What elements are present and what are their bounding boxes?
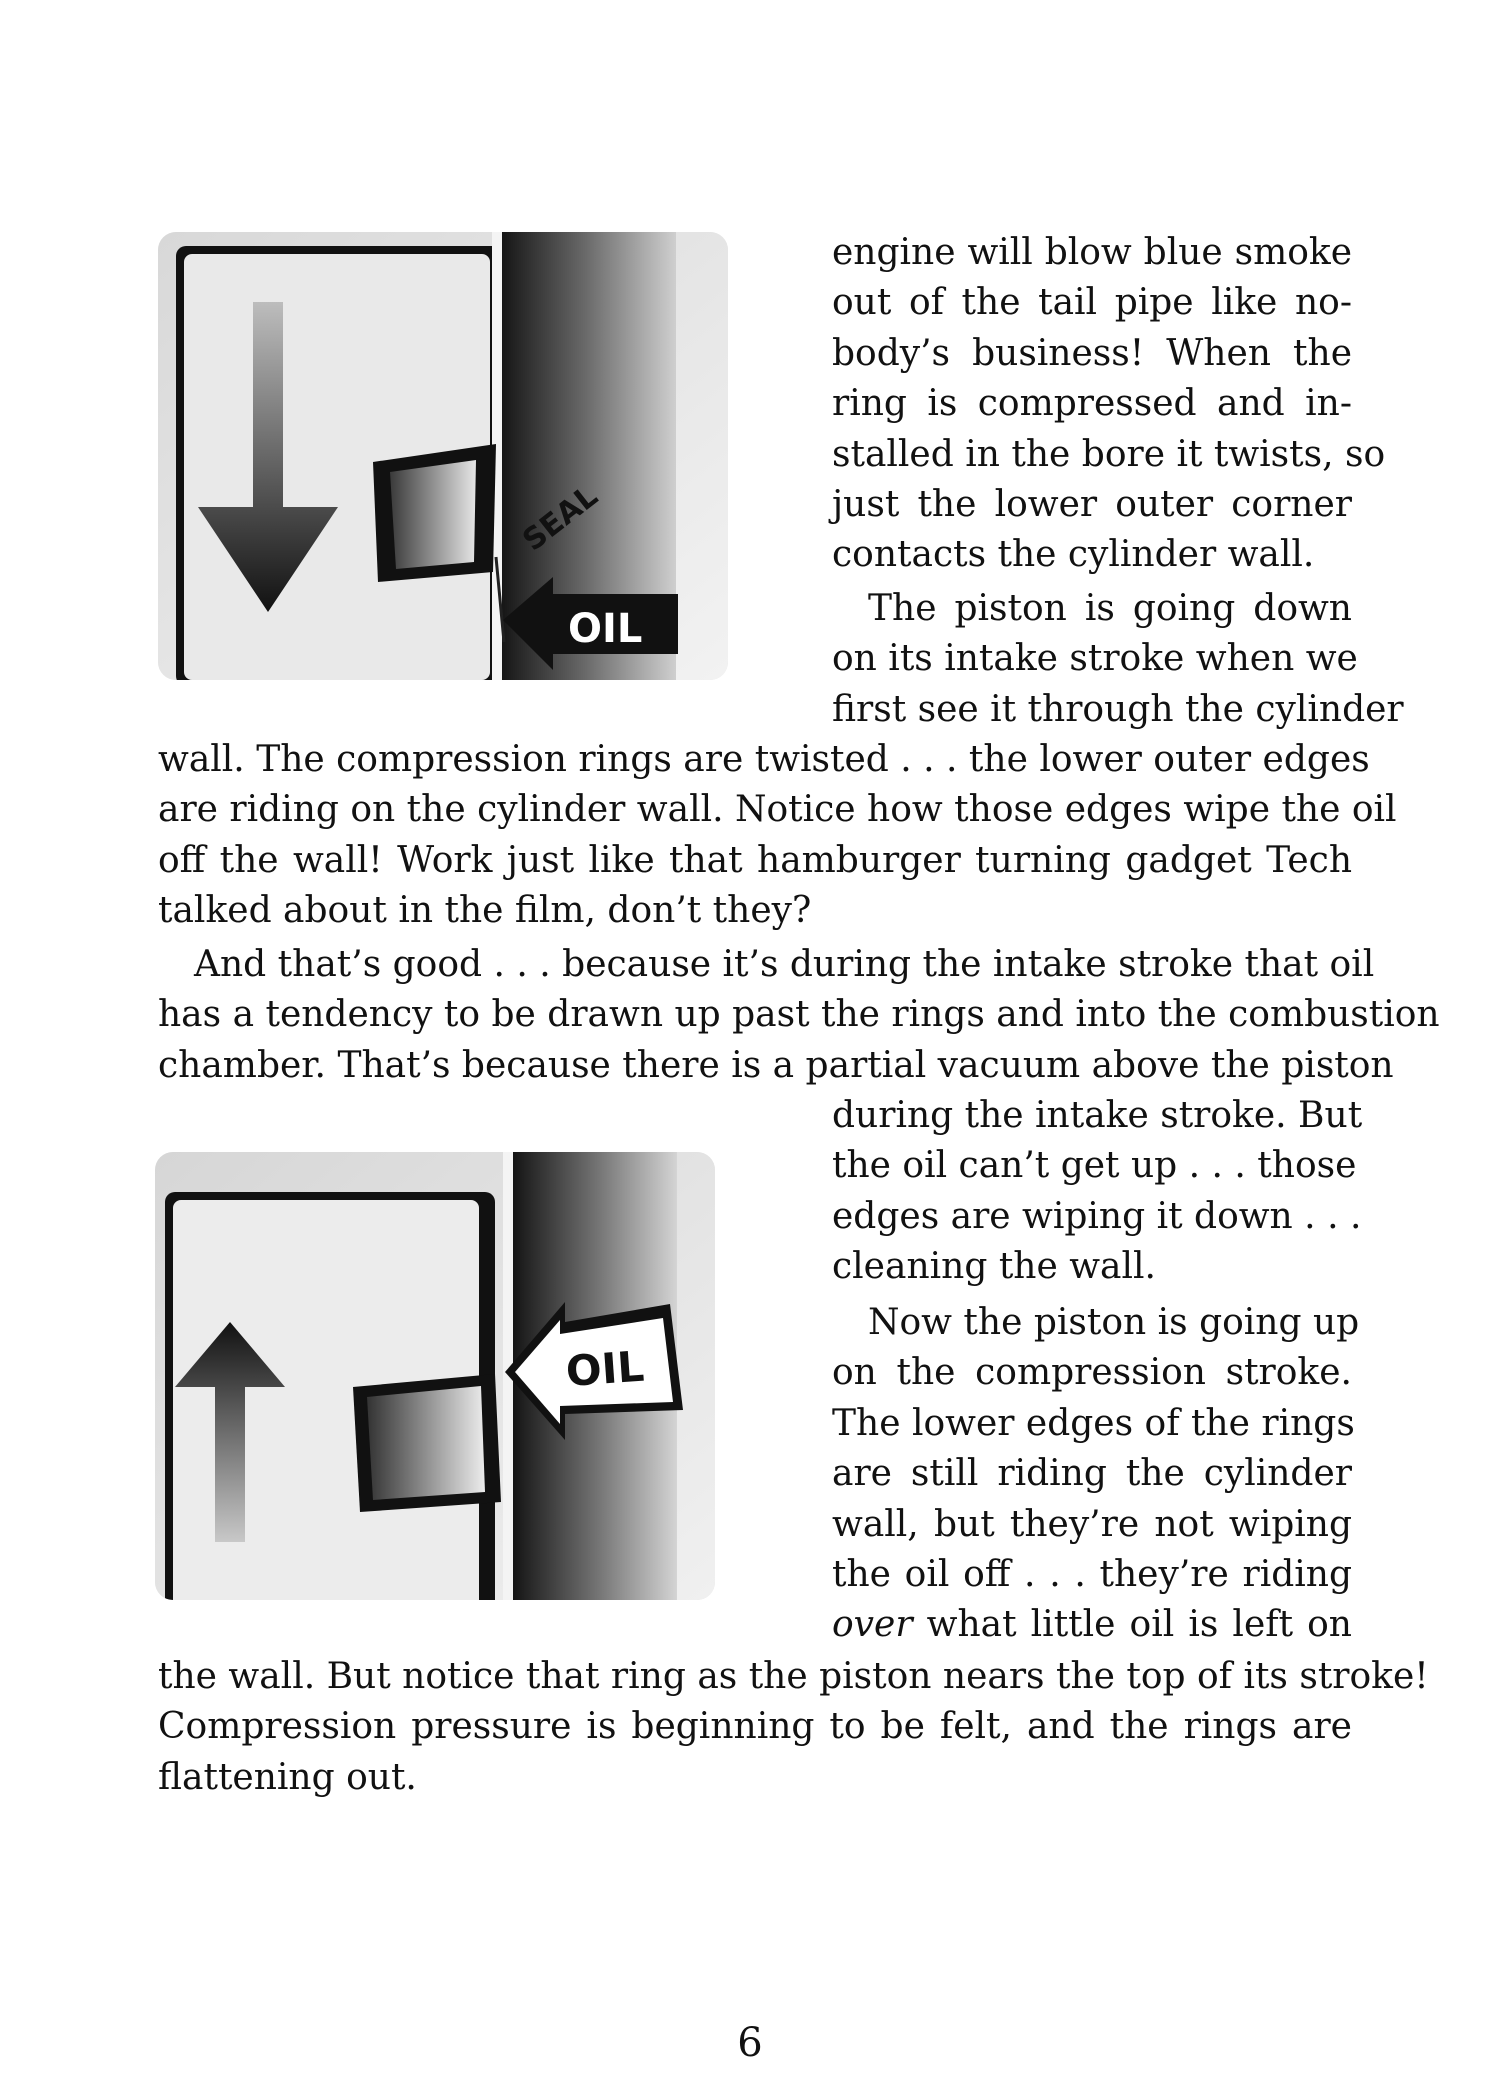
text-line: ring is compressed and in- xyxy=(832,383,1352,425)
text-line: during the intake stroke. But xyxy=(832,1095,1363,1136)
text-line: contacts the cylinder wall. xyxy=(832,534,1315,576)
svg-text:SEAL: SEAL xyxy=(516,478,605,559)
text-line: are still riding the cylinder xyxy=(832,1453,1352,1495)
text-line: stalled in the bore it twists, so xyxy=(832,433,1386,475)
oil-arrow-label: OIL xyxy=(564,1341,646,1396)
text-line: The lower edges of the rings xyxy=(832,1402,1355,1444)
text-line: And that’s good . . . because it’s during the intake stroke that oil xyxy=(194,944,1375,985)
text-line: Now the piston is going up xyxy=(868,1302,1360,1343)
text-line: just the lower outer corner xyxy=(832,484,1352,526)
emphasis-over: over xyxy=(832,1604,913,1646)
text-line: engine will blow blue smoke xyxy=(832,232,1352,273)
text-line: out of the tail pipe like no- xyxy=(832,282,1352,324)
compression-stroke-figure xyxy=(155,1152,715,1600)
compression-stroke-illustration xyxy=(155,1152,715,1600)
paragraph-3-narrow xyxy=(832,1091,1363,1293)
paragraph-3-wide xyxy=(158,940,1440,1091)
text-line: the oil off . . . they’re riding xyxy=(832,1554,1352,1596)
text-line: are riding on the cylinder wall. Notice how those edges wipe the oil xyxy=(158,789,1397,831)
text-line: first see it through the cylinder xyxy=(832,688,1404,730)
text-line: wall, but they’re not wiping xyxy=(832,1503,1352,1545)
text-line: has a tendency to be drawn up past the rings and into the combustion xyxy=(158,994,1440,1036)
page-number: 6 xyxy=(737,2020,763,2066)
text-line: the wall. But notice that ring as the piston nears the top of its stroke! xyxy=(158,1656,1429,1697)
oil-arrow-label: OIL xyxy=(568,606,643,652)
text-line: edges are wiping it down . . . xyxy=(832,1195,1362,1237)
paragraph-4-wide xyxy=(158,1652,1429,1803)
text-line: on the compression stroke. xyxy=(832,1352,1352,1394)
text-line: cleaning the wall. xyxy=(832,1246,1156,1288)
text-line: chamber. That’s because there is a partial vacuum above the piston xyxy=(158,1044,1394,1086)
text-line: The piston is going down xyxy=(868,588,1352,629)
intake-stroke-illustration xyxy=(158,232,728,680)
paragraph-1 xyxy=(832,228,1386,581)
text-line: off the wall! Work just like that hamburger turning gadget Tech xyxy=(158,839,1352,881)
text-line: Compression pressure is beginning to be felt, and the rings are xyxy=(158,1706,1352,1748)
text-line: wall. The compression rings are twisted . . . the lower outer edges xyxy=(158,739,1370,780)
text-line: on its intake stroke when we xyxy=(832,638,1358,680)
text-line-rest: what little oil is left on xyxy=(912,1604,1352,1646)
text-line: flattening out. xyxy=(158,1756,417,1798)
paragraph-2-narrow xyxy=(832,584,1404,735)
paragraph-4-narrow xyxy=(832,1298,1360,1651)
text-line: talked about in the film, don’t they? xyxy=(158,890,812,932)
text-line: the oil can’t get up . . . those xyxy=(832,1145,1357,1187)
text-line: body’s business! When the xyxy=(832,332,1352,374)
intake-stroke-figure xyxy=(158,232,728,680)
text-line xyxy=(832,1600,1352,1650)
paragraph-2-wide xyxy=(158,735,1397,937)
